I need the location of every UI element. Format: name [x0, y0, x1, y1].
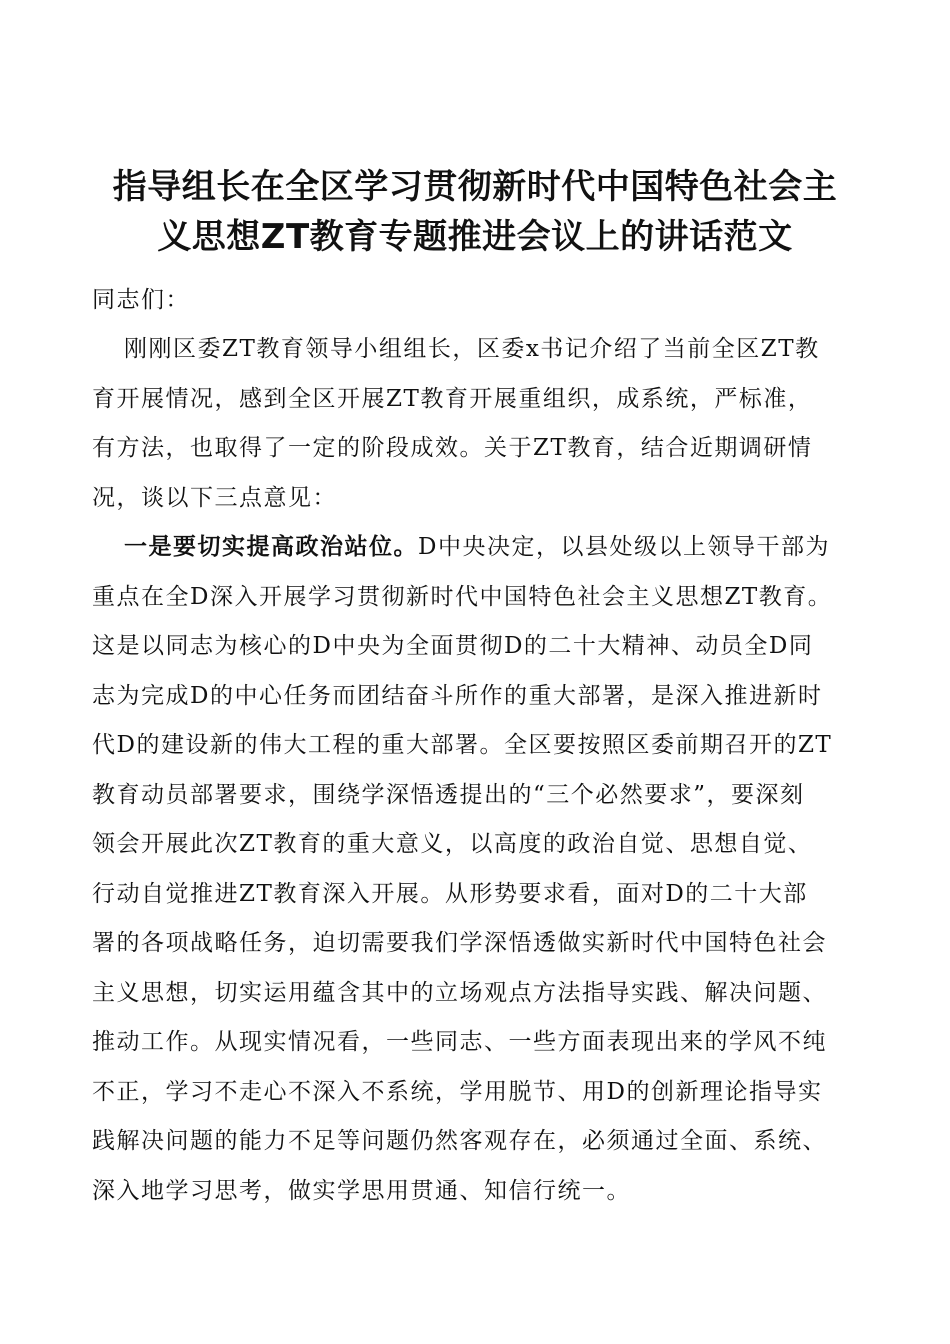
paragraph-line: 推动工作。从现实情况看，一些同志、一些方面表现出来的学风不纯 [92, 1029, 827, 1055]
paragraph-line: 深入地学习思考，做实学思用贯通、知信行统一。 [92, 1177, 631, 1204]
document-title [80, 162, 870, 262]
paragraph-line: 刚刚区委ZT教育领导小组组长，区委x书记介绍了当前全区ZT教 [124, 336, 820, 362]
title-line-1: 指导组长在全区学习贯彻新时代中国特色社会主 [112, 167, 838, 207]
paragraph-line: 不正，学习不走心不深入不系统，学用脱节、用D的创新理论指导实 [92, 1078, 823, 1105]
point-text: D中央决定，以县处级以上领导干部为 [418, 534, 830, 560]
paragraph-line: 署的各项战略任务，迫切需要我们学深悟透做实新时代中国特色社会 [92, 930, 827, 956]
paragraph-line: 志为完成D的中心任务而团结奋斗所作的重大部署，是深入推进新时 [92, 682, 823, 709]
paragraph-line: 主义思想，切实运用蕴含其中的立场观点方法指导实践、解决问题、 [92, 979, 827, 1006]
paragraph-first-line [92, 523, 872, 573]
paragraph-line: 有方法，也取得了一定的阶段成效。关于ZT教育，结合近期调研情 [92, 435, 813, 461]
paragraph-line: 教育动员部署要求，围绕学深悟透提出的“三个必然要求”，要深刻 [92, 781, 805, 808]
title-line-2: 义思想ZT教育专题推进会议上的讲话范文 [157, 217, 793, 257]
paragraph-line: 代D的建设新的伟大工程的重大部署。全区要按照区委前期召开的ZT [92, 732, 833, 758]
paragraph-point-one [92, 523, 872, 1216]
paragraph-line: 重点在全D深入开展学习贯彻新时代中国特色社会主义思想ZT教育。 [92, 583, 833, 610]
salutation: 同志们： [92, 287, 190, 313]
paragraph-line: 行动自觉推进ZT教育深入开展。从形势要求看，面对D的二十大部 [92, 880, 808, 907]
paragraph-line: 况，谈以下三点意见： [92, 484, 337, 511]
paragraph-line: 育开展情况，感到全区开展ZT教育开展重组织，成系统，严标准， [92, 385, 813, 412]
paragraph-line: 这是以同志为核心的D中央为全面贯彻D的二十大精神、动员全D同 [92, 633, 814, 659]
paragraph-line: 领会开展此次ZT教育的重大意义，以高度的政治自觉、思想自觉、 [92, 831, 813, 857]
paragraph-line: 践解决问题的能力不足等问题仍然客观存在，必须通过全面、系统、 [92, 1128, 827, 1154]
point-heading: 一是要切实提高政治站位。 [124, 534, 418, 560]
paragraph-intro [92, 325, 872, 523]
